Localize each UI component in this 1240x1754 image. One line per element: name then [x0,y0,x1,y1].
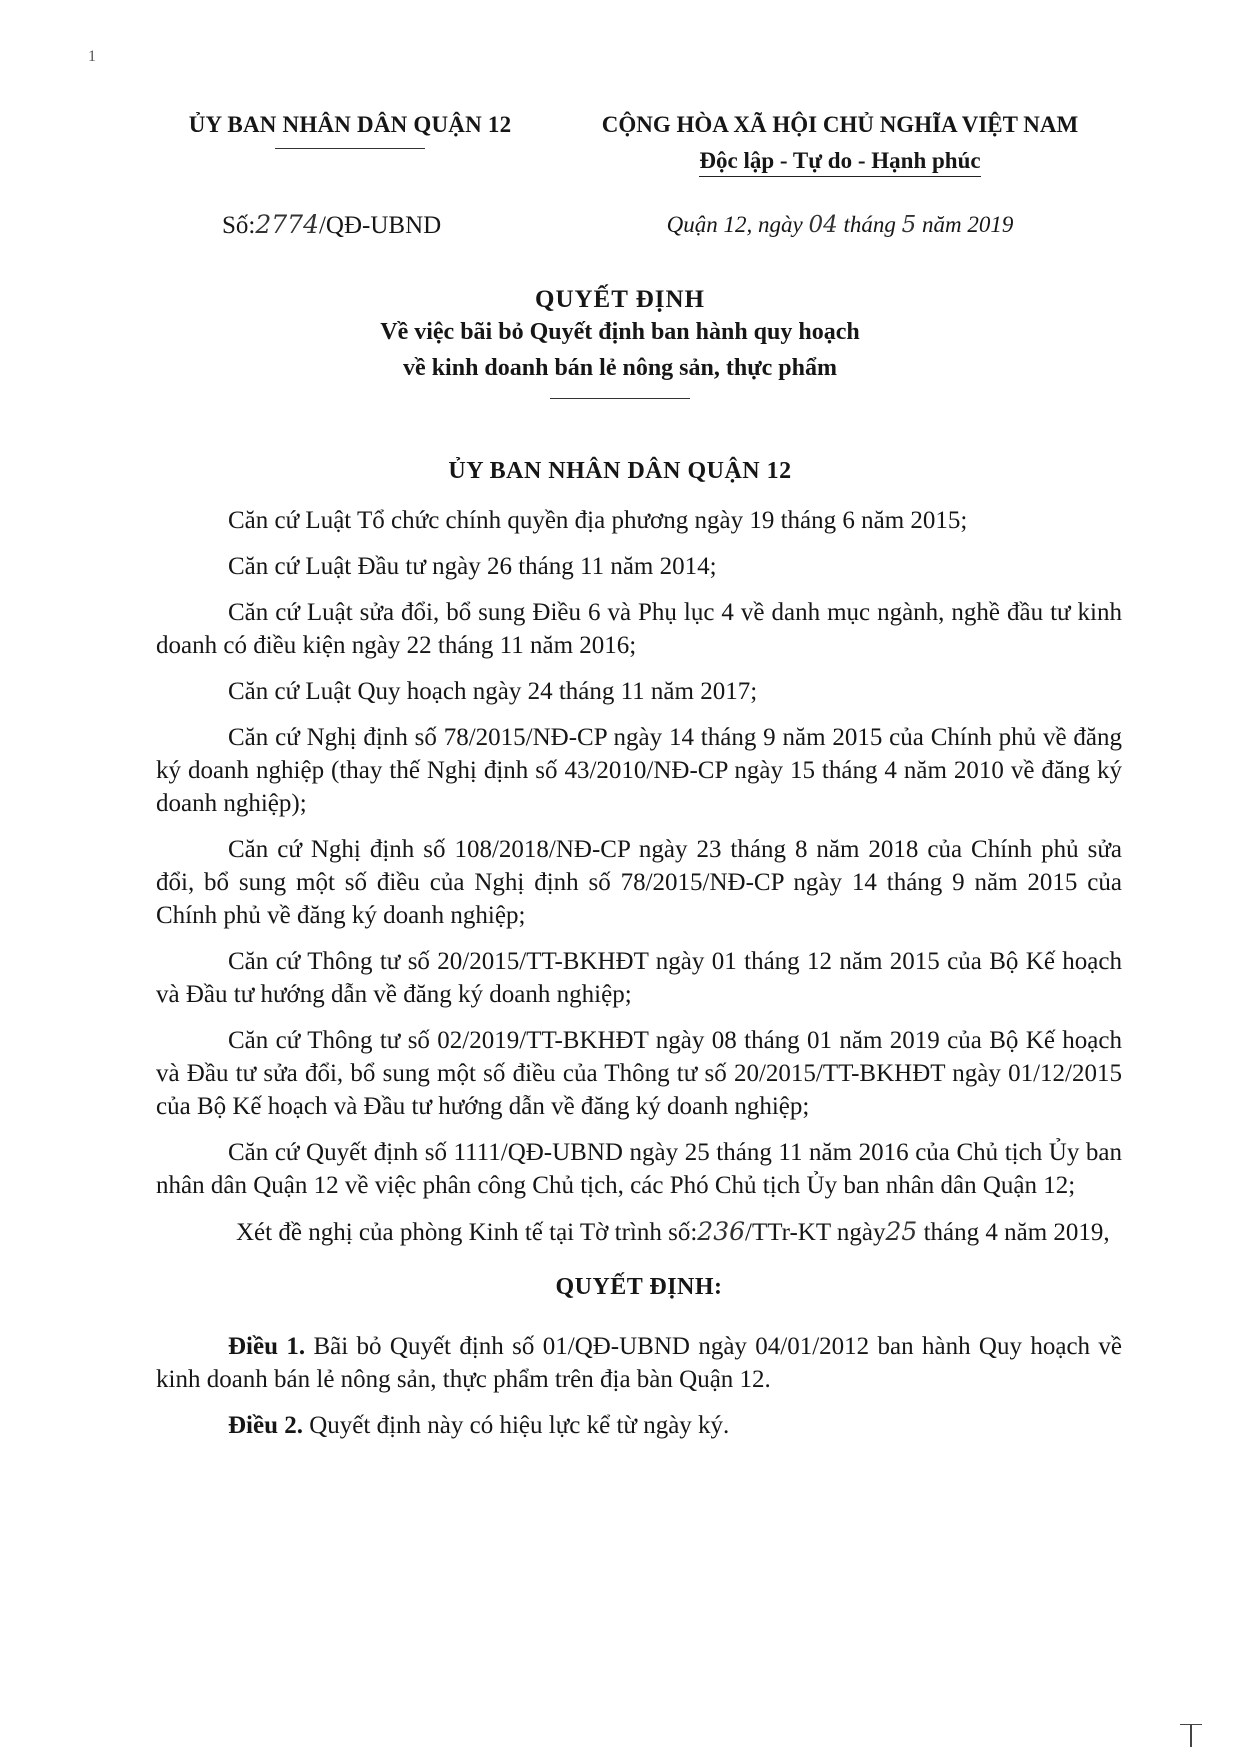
national-title-block [560,112,1120,177]
document-body [156,504,1122,1455]
document-number-suffix: /QĐ-UBND [318,212,442,239]
article-label: Điều 1. [228,1333,306,1360]
preamble-item: Căn cứ Thông tư số 02/2019/TT-BKHĐT ngày 08 tháng 01 năm 2019 của Bộ Kế hoạch và Đầu tư sửa đổi, bổ sung một số điều của Thông tư số 20/2015/TT-BKHĐT ngày 01/12/2015 của Bộ Kế hoạch và Đầu tư hướng dẫn về đăng ký doanh nghiệp; [156,1027,1122,1120]
article-text: Bãi bỏ Quyết định số 01/QĐ-UBND ngày 04/01/2012 ban hành Quy hoạch về kinh doanh bán lẻ nông sản, thực phẩm trên địa bàn Quận 12. [156,1333,1122,1393]
preamble-item: Căn cứ Luật Quy hoạch ngày 24 tháng 11 năm 2017; [228,678,758,705]
proposal-text: /TTr-KT ngày [745,1219,886,1246]
preamble-item: Căn cứ Luật Đầu tư ngày 26 tháng 11 năm 2014; [228,553,717,580]
proposal-number-handwritten: 236 [697,1217,746,1246]
national-title: CỘNG HÒA XÃ HỘI CHỦ NGHĨA VIỆT NAM [601,112,1079,137]
preamble-item: Căn cứ Thông tư số 20/2015/TT-BKHĐT ngày 01 tháng 12 năm 2015 của Bộ Kế hoạch và Đầu tư hướng dẫn về đăng ký doanh nghiệp; [156,948,1122,1008]
preamble-item: Căn cứ Luật Tổ chức chính quyền địa phương ngày 19 tháng 6 năm 2015; [228,507,968,534]
document-subject-line-1: Về việc bãi bỏ Quyết định ban hành quy hoạch [380,319,860,345]
preamble-item: Căn cứ Luật sửa đổi, bổ sung Điều 6 và Phụ lục 4 về danh mục ngành, nghề đầu tư kinh doanh có điều kiện ngày 22 tháng 11 năm 2016; [156,599,1122,659]
preamble-item: Căn cứ Quyết định số 1111/QĐ-UBND ngày 25 tháng 11 năm 2016 của Chủ tịch Ủy ban nhân dân Quận 12 về việc phân công Chủ tịch, các Phó Chủ tịch Ủy ban nhân dân Quận 12; [156,1139,1122,1199]
date-year: năm 2019 [922,212,1014,237]
authority-heading: ỦY BAN NHÂN DÂN QUẬN 12 [448,458,792,484]
document-number-prefix: Số: [222,212,256,239]
page-mark: 1 [88,48,96,65]
proposal-text: Xét đề nghị của phòng Kinh tế tại Tờ trình số: [236,1219,698,1246]
authority-underline [275,148,425,149]
decision-heading: QUYẾT ĐỊNH: [555,1274,723,1300]
proposal-paragraph [156,1215,1122,1249]
article-text: Quyết định này có hiệu lực kể từ ngày ký. [309,1412,730,1439]
document-title-block [0,286,1240,399]
article-label: Điều 2. [228,1412,303,1439]
document-type: QUYẾT ĐỊNH [535,286,705,313]
national-motto: Độc lập - Tự do - Hạnh phúc [699,148,980,177]
preamble-item: Căn cứ Nghị định số 78/2015/NĐ-CP ngày 14 tháng 9 năm 2015 của Chính phủ về đăng ký doanh nghiệp (thay thế Nghị định số 43/2010/NĐ-CP ngày 15 tháng 4 năm 2010 về đăng ký doanh nghiệp); [156,724,1122,817]
document-subject-line-2: về kinh doanh bán lẻ nông sản, thực phẩm [403,355,837,381]
document-number [222,210,441,240]
date-day-handwritten: 04 [808,212,838,238]
issue-date [560,212,1120,238]
article [156,1330,1122,1396]
issuing-authority-block [150,112,550,149]
title-underline [550,398,690,399]
preamble-item: Căn cứ Nghị định số 108/2018/NĐ-CP ngày 23 tháng 8 năm 2018 của Chính phủ sửa đổi, bổ sung một số điều của Nghị định số 78/2015/NĐ-CP ngày 14 tháng 9 năm 2015 của Chính phủ về đăng ký doanh nghiệp; [156,836,1122,929]
issuing-authority: ỦY BAN NHÂN DÂN QUẬN 12 [188,112,512,137]
date-month-word: tháng [843,212,896,237]
proposal-text: tháng 4 năm 2019, [923,1219,1110,1246]
document-number-handwritten: 2774 [255,210,319,239]
date-place: Quận 12, ngày [666,212,803,237]
date-month-handwritten: 5 [901,212,917,238]
article [156,1409,1122,1442]
scan-corner-mark [1180,1724,1202,1747]
proposal-day-handwritten: 25 [885,1217,918,1246]
